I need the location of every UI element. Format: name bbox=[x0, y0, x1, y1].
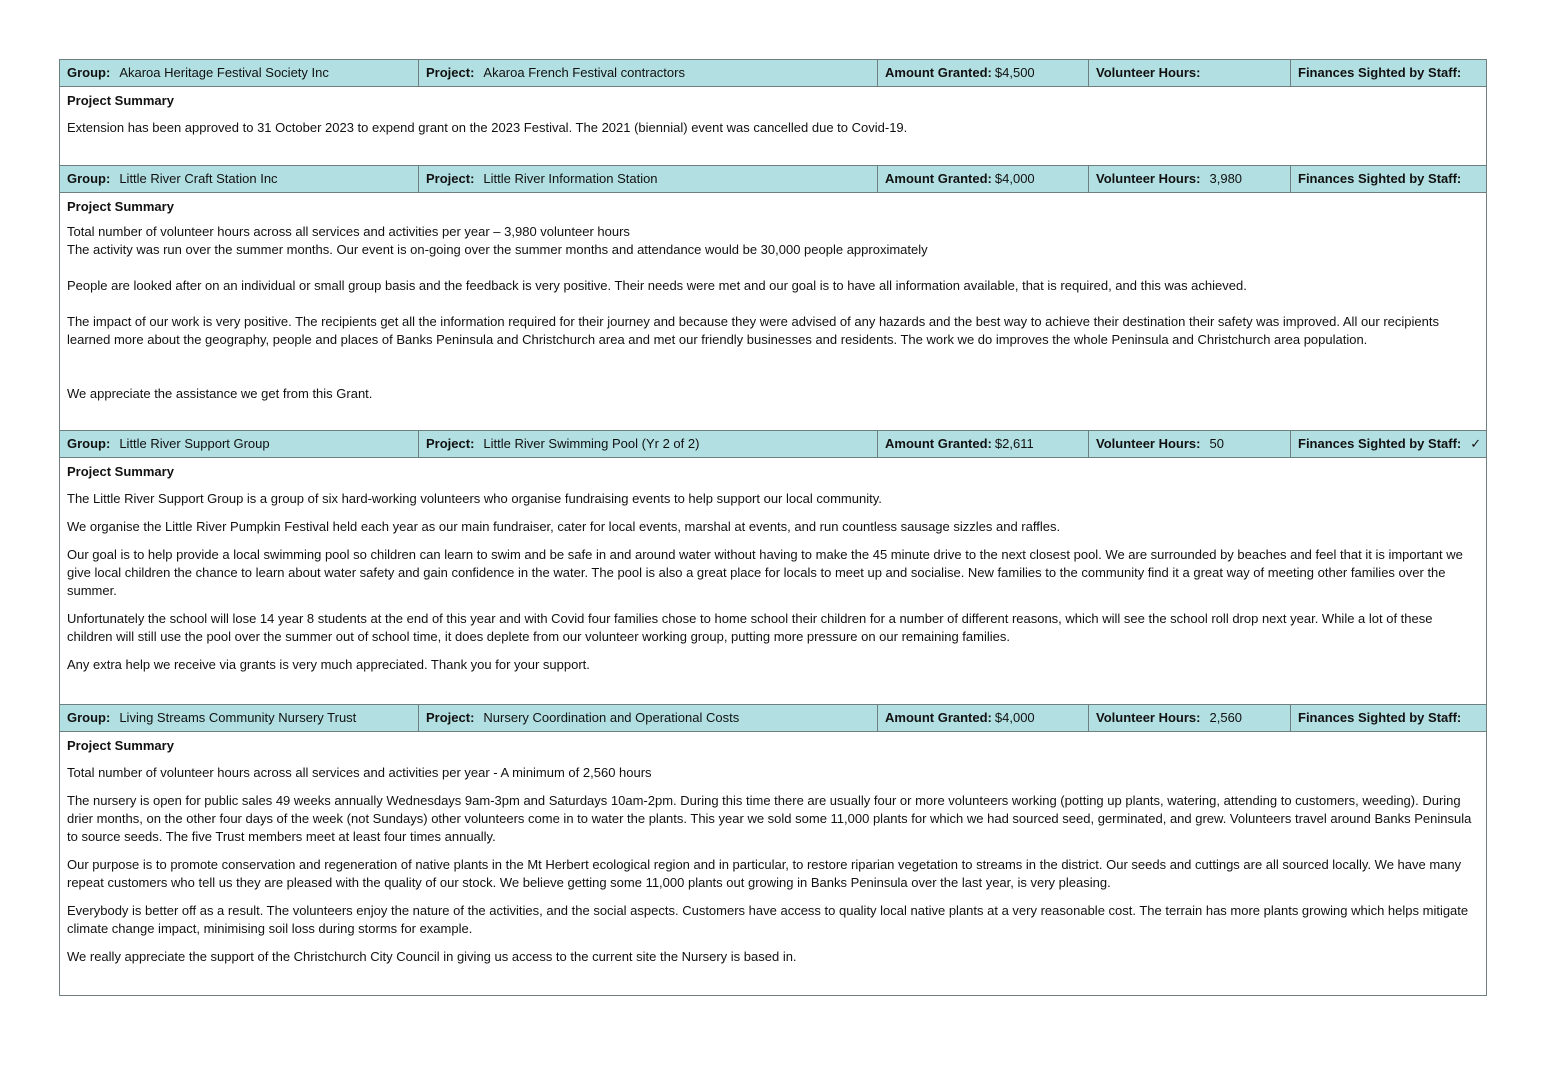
group-value: Little River Craft Station Inc bbox=[119, 171, 278, 186]
group-value: Little River Support Group bbox=[119, 436, 270, 451]
finances-check-icon: ✓ bbox=[1470, 436, 1482, 451]
volunteer-cell bbox=[1089, 431, 1291, 457]
amount-cell bbox=[878, 60, 1089, 86]
volunteer-cell bbox=[1089, 60, 1291, 86]
project-cell bbox=[419, 60, 878, 86]
group-label: Group: bbox=[67, 710, 111, 725]
project-summary-heading: Project Summary bbox=[67, 464, 174, 479]
project-value: Little River Information Station bbox=[483, 171, 658, 186]
group-cell bbox=[60, 431, 419, 457]
summary-paragraph: We really appreciate the support of the Christchurch City Council in giving us access to the current site the Nursery is based in. bbox=[67, 949, 797, 964]
summary-paragraph: The Little River Support Group is a group of six hard-working volunteers who organise fundraising events to help support our local community. bbox=[67, 491, 882, 506]
volunteer-value: 3,980 bbox=[1209, 171, 1243, 186]
volunteer-label: Volunteer Hours: bbox=[1096, 65, 1201, 80]
record-header bbox=[60, 431, 1486, 458]
amount-value: $4,500 bbox=[994, 65, 1035, 80]
amount-value: $4,000 bbox=[994, 710, 1035, 725]
volunteer-label: Volunteer Hours: bbox=[1096, 710, 1201, 725]
finances-cell bbox=[1291, 166, 1486, 192]
summary-paragraph: Total number of volunteer hours across all services and activities per year – 3,980 volunteer hours bbox=[67, 224, 630, 239]
grant-record bbox=[59, 59, 1487, 166]
summary-paragraph: Everybody is better off as a result. The volunteers enjoy the nature of the activities, and the social aspects. Customers have access to quality local native plants at a very reasonable cost. The terrain has more plants growing which helps mitigate climate change impact, minimising soil loss during storms for example. bbox=[67, 903, 1469, 936]
amount-label: Amount Granted: bbox=[885, 171, 992, 186]
record-header bbox=[60, 60, 1486, 87]
project-value: Little River Swimming Pool (Yr 2 of 2) bbox=[483, 436, 700, 451]
record-body bbox=[60, 458, 1486, 674]
finances-cell bbox=[1291, 60, 1486, 86]
amount-label: Amount Granted: bbox=[885, 436, 992, 451]
project-label: Project: bbox=[426, 710, 475, 725]
summary-paragraph: Total number of volunteer hours across all services and activities per year - A minimum of 2,560 hours bbox=[67, 765, 652, 780]
grant-record bbox=[59, 166, 1487, 431]
amount-cell bbox=[878, 431, 1089, 457]
project-label: Project: bbox=[426, 171, 475, 186]
group-cell bbox=[60, 60, 419, 86]
amount-value: $4,000 bbox=[994, 171, 1035, 186]
project-cell bbox=[419, 705, 878, 731]
volunteer-cell bbox=[1089, 705, 1291, 731]
project-summary-heading: Project Summary bbox=[67, 199, 174, 214]
record-body bbox=[60, 732, 1486, 966]
project-cell bbox=[419, 166, 878, 192]
summary-paragraph: Unfortunately the school will lose 14 year 8 students at the end of this year and with Covid four families chose to home school their children for a number of different reasons, which will see the school roll drop next year. While a lot of these children will still use the pool over the summer out of school time, it does deplete from our volunteer working group, putting more pressure on our remaining families. bbox=[67, 611, 1433, 644]
summary-paragraph: We organise the Little River Pumpkin Festival held each year as our main fundraiser, cater for local events, marshal at events, and run countless sausage sizzles and raffles. bbox=[67, 519, 1061, 534]
summary-paragraph: People are looked after on an individual or small group basis and the feedback is very positive. Their needs were met and our goal is to have all information available, that is required, and this was achieved. bbox=[67, 278, 1247, 293]
amount-value: $2,611 bbox=[994, 436, 1034, 451]
summary-paragraph: Extension has been approved to 31 October 2023 to expend grant on the 2023 Festival. The 2021 (biennial) event was cancelled due to Covid-19. bbox=[67, 120, 908, 135]
record-body bbox=[60, 87, 1486, 137]
project-label: Project: bbox=[426, 65, 475, 80]
volunteer-value: 2,560 bbox=[1209, 710, 1243, 725]
summary-paragraph: The activity was run over the summer months. Our event is on-going over the summer months and attendance would be 30,000 people approximately bbox=[67, 242, 928, 257]
project-cell bbox=[419, 431, 878, 457]
project-label: Project: bbox=[426, 436, 475, 451]
group-label: Group: bbox=[67, 436, 111, 451]
group-cell bbox=[60, 705, 419, 731]
grant-record bbox=[59, 431, 1487, 705]
project-summary-heading: Project Summary bbox=[67, 93, 174, 108]
finances-label: Finances Sighted by Staff: bbox=[1298, 171, 1462, 186]
volunteer-label: Volunteer Hours: bbox=[1096, 436, 1201, 451]
summary-paragraph: We appreciate the assistance we get from this Grant. bbox=[67, 386, 373, 401]
group-label: Group: bbox=[67, 65, 111, 80]
finances-label: Finances Sighted by Staff: bbox=[1298, 710, 1462, 725]
grant-report-table bbox=[59, 59, 1487, 996]
finances-cell bbox=[1291, 705, 1486, 731]
group-cell bbox=[60, 166, 419, 192]
record-header bbox=[60, 705, 1486, 732]
volunteer-label: Volunteer Hours: bbox=[1096, 171, 1201, 186]
volunteer-cell bbox=[1089, 166, 1291, 192]
finances-cell bbox=[1291, 431, 1486, 457]
project-value: Nursery Coordination and Operational Costs bbox=[483, 710, 740, 725]
record-header bbox=[60, 166, 1486, 193]
finances-label: Finances Sighted by Staff: bbox=[1298, 65, 1462, 80]
record-body bbox=[60, 193, 1486, 403]
amount-label: Amount Granted: bbox=[885, 710, 992, 725]
finances-label: Finances Sighted by Staff: bbox=[1298, 436, 1462, 451]
summary-paragraph: Our goal is to help provide a local swimming pool so children can learn to swim and be safe in and around water without having to make the 45 minute drive to the next closest pool. We are surrounded by beaches and feel that it is important we give local children the chance to learn about water safety and gain confidence in the water. The pool is also a great place for locals to meet up and socialise. New families to the community find it a great way of meeting other families over the summer. bbox=[67, 547, 1463, 598]
grant-record bbox=[59, 705, 1487, 996]
summary-paragraph: The nursery is open for public sales 49 weeks annually Wednesdays 9am-3pm and Saturdays 10am-2pm. During this time there are usually four or more volunteers working (potting up plants, watering, attending to customers, weeding). During drier months, on the other four days of the week (not Sundays) other volunteers come in to water the plants. This year we sold some 11,000 plants for which we had sourced seed, germinated, and grew. Volunteers travel around Banks Peninsula to source seeds. The five Trust members meet at least four times annually. bbox=[67, 793, 1472, 844]
summary-paragraph: Any extra help we receive via grants is very much appreciated. Thank you for your support. bbox=[67, 657, 590, 672]
group-value: Living Streams Community Nursery Trust bbox=[119, 710, 357, 725]
project-value: Akaroa French Festival contractors bbox=[483, 65, 685, 80]
amount-cell bbox=[878, 705, 1089, 731]
amount-label: Amount Granted: bbox=[885, 65, 992, 80]
group-label: Group: bbox=[67, 171, 111, 186]
amount-cell bbox=[878, 166, 1089, 192]
volunteer-value: 50 bbox=[1209, 436, 1224, 451]
summary-paragraph: Our purpose is to promote conservation and regeneration of native plants in the Mt Herbert ecological region and in particular, to restore riparian vegetation to streams in the district. Our seeds and cuttings are all sourced locally. We have many repeat customers who tell us they are pleased with the quality of our stock. We believe getting some 11,000 plants out growing in Banks Peninsula over the last year, is very pleasing. bbox=[67, 857, 1462, 890]
group-value: Akaroa Heritage Festival Society Inc bbox=[119, 65, 329, 80]
summary-paragraph: The impact of our work is very positive. The recipients get all the information required for their journey and because they were advised of any hazards and the best way to achieve their destination their safety was improved. All our recipients learned more about the geography, people and places of Banks Peninsula and Christchurch area and met our friendly businesses and residents. The work we do improves the whole Peninsula and Christchurch area population. bbox=[67, 314, 1439, 347]
project-summary-heading: Project Summary bbox=[67, 738, 174, 753]
